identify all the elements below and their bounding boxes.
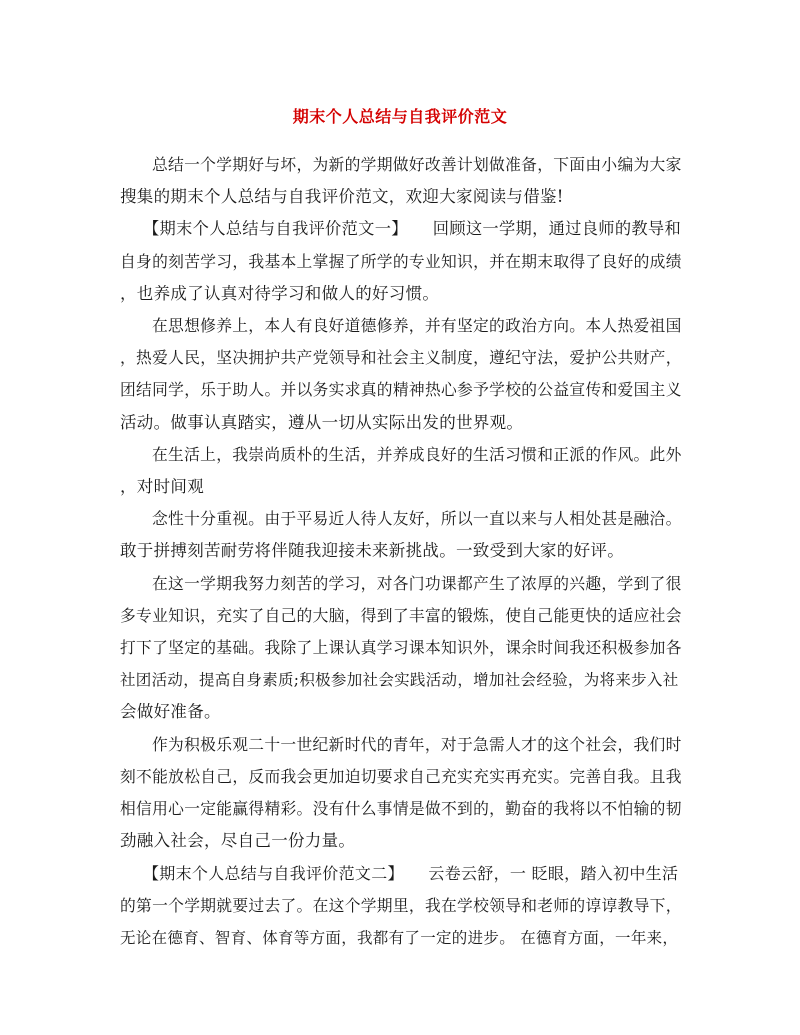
text-line: 在生活上，我崇尚质朴的生活，并养成良好的生活习惯和正派的作风。此外 [152, 445, 682, 464]
text-line: ，也养成了认真对待学习和做人的好习惯。 [120, 284, 440, 303]
text-line: 念性十分重视。由于平易近人待人友好，所以一直以来与人相处甚是融洽。 [152, 509, 682, 528]
text-line: 多专业知识，充实了自己的大脑，得到了丰富的锻炼，使自己能更快的适应社会 [120, 606, 682, 625]
text-line: 作为积极乐观二十一世纪新时代的青年，对于急需人才的这个社会，我们时 [152, 735, 682, 754]
text-line: 无论在德育、智育、体育等方面，我都有了一定的进步。 在德育方面，一年来， [120, 929, 679, 947]
text-line: ，对时间观 [120, 477, 204, 496]
text-line: 搜集的期末个人总结与自我评价范文，欢迎大家阅读与借鉴! [120, 187, 564, 206]
section-heading-line: 【期末个人总结与自我评价范文二】 云卷云舒，一 眨眼，踏入初中生活 [143, 864, 679, 883]
text-line: 在这一学期我努力刻苦的学习，对各门功课都产生了浓厚的兴趣，学到了很 [152, 574, 682, 593]
text-line: 劲融入社会，尽自己一份力量。 [120, 831, 356, 850]
text-line: 团结同学，乐于助人。并以务实求真的精神热心参予学校的公益宣传和爱国主义 [120, 380, 682, 399]
text-line: 自身的刻苦学习，我基本上掌握了所学的专业知识，并在期末取得了良好的成绩 [120, 252, 682, 271]
document-title: 期末个人总结与自我评价范文 [292, 107, 508, 126]
text-line: 敢于拼搏刻苦耐劳将伴随我迎接未来新挑战。一致受到大家的好评。 [120, 541, 624, 560]
text-line: 打下了坚定的基础。我除了上课认真学习课本知识外，课余时间我还积极参加各 [120, 638, 682, 657]
text-line: 刻不能放松自己，反而我会更加迫切要求自己充实充实再充实。完善自我。且我 [120, 767, 682, 786]
text-line: 的第一个学期就要过去了。在这个学期里，我在学校领导和老师的谆谆教导下， [120, 896, 682, 915]
text-line: 会做好准备。 [120, 702, 221, 721]
text-line: 活动。做事认真踏实，遵从一切从实际出发的世界观。 [120, 413, 524, 432]
text-line: 相信用心一定能赢得精彩。没有什么事情是做不到的，勤奋的我将以不怕输的韧 [120, 799, 682, 818]
text-line: 在思想修养上，本人有良好道德修养，并有坚定的政治方向。本人热爱祖国 [152, 316, 682, 335]
text-line: 社团活动，提高自身素质;积极参加社会实践活动，增加社会经验，为将来步入社 [120, 671, 679, 689]
text-line: ，热爱人民，坚决拥护共产党领导和社会主义制度，遵纪守法，爱护公共财产， [120, 348, 682, 367]
text-line: 总结一个学期好与坏，为新的学期做好改善计划做准备，下面由小编为大家 [152, 155, 682, 174]
section-heading-line: 【期末个人总结与自我评价范文一】 回顾这一学期，通过良师的教导和 [143, 219, 682, 238]
